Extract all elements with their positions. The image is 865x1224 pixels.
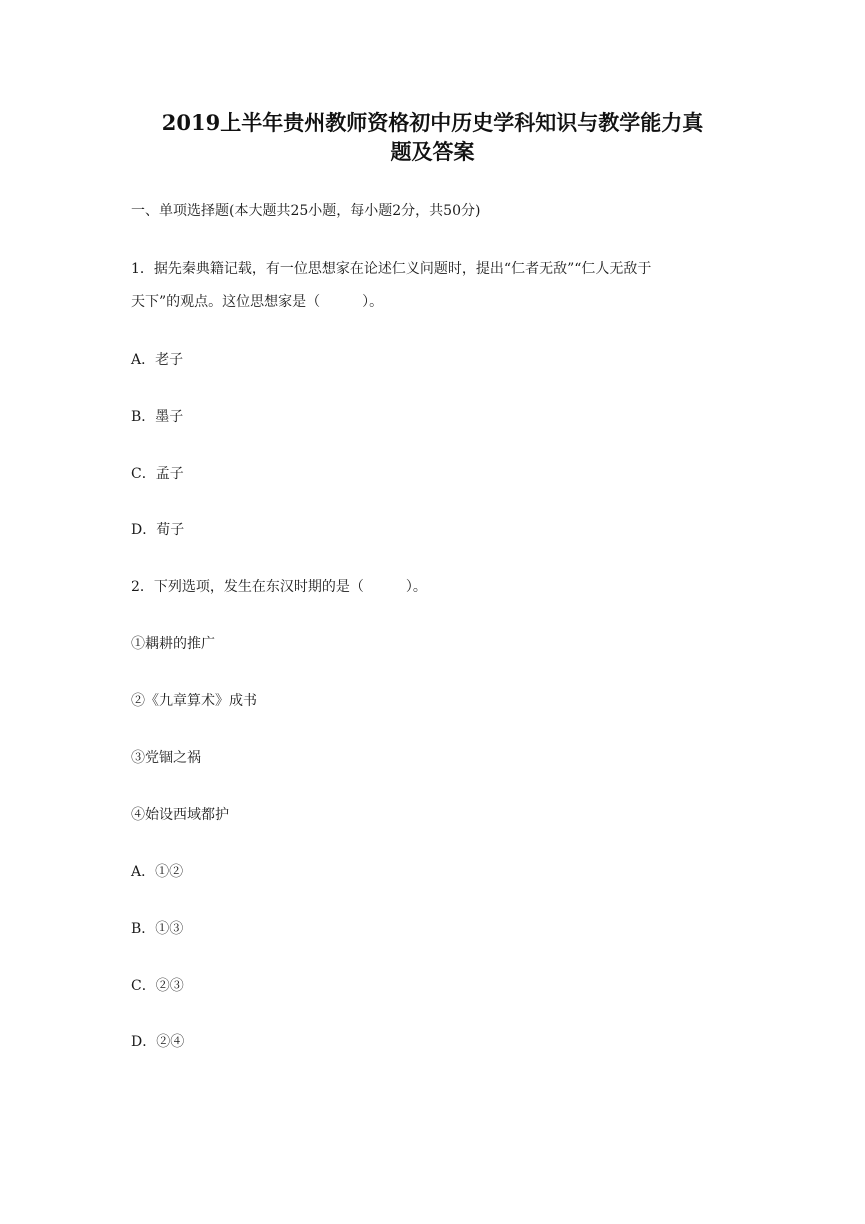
question-1-option-b: B．墨子 bbox=[131, 409, 184, 425]
question-2-stem: 2．下列选项，发生在东汉时期的是（ ）。 bbox=[131, 579, 427, 595]
question-2-item-2: ②《九章算术》成书 bbox=[131, 693, 257, 709]
question-1-option-c: C．孟子 bbox=[131, 466, 184, 482]
document-title-line-2: 题及答案 bbox=[390, 139, 475, 164]
question-2-option-b: B．①③ bbox=[131, 921, 184, 937]
question-1-stem-line-2: 天下”的观点。这位思想家是（ ）。 bbox=[131, 294, 384, 310]
question-2-option-c: C．②③ bbox=[131, 978, 184, 994]
question-2-option-d: D．②④ bbox=[131, 1034, 185, 1050]
question-1-stem-line-1: 1．据先秦典籍记载，有一位思想家在论述仁义问题时，提出“仁者无敌”“仁人无敌于 bbox=[131, 261, 652, 277]
question-2-item-4: ④始设西域都护 bbox=[131, 807, 229, 823]
document-title-line-1: 2019上半年贵州教师资格初中历史学科知识与教学能力真 bbox=[161, 110, 704, 135]
question-2-item-3: ③党锢之祸 bbox=[131, 750, 201, 766]
question-1-option-d: D．荀子 bbox=[131, 522, 185, 538]
question-2-option-a: A．①② bbox=[131, 864, 184, 880]
question-2-item-1: ①耦耕的推广 bbox=[131, 636, 215, 652]
section-heading: 一、单项选择题(本大题共25小题，每小题2分，共50分) bbox=[131, 203, 481, 219]
question-1-option-a: A．老子 bbox=[131, 352, 184, 368]
